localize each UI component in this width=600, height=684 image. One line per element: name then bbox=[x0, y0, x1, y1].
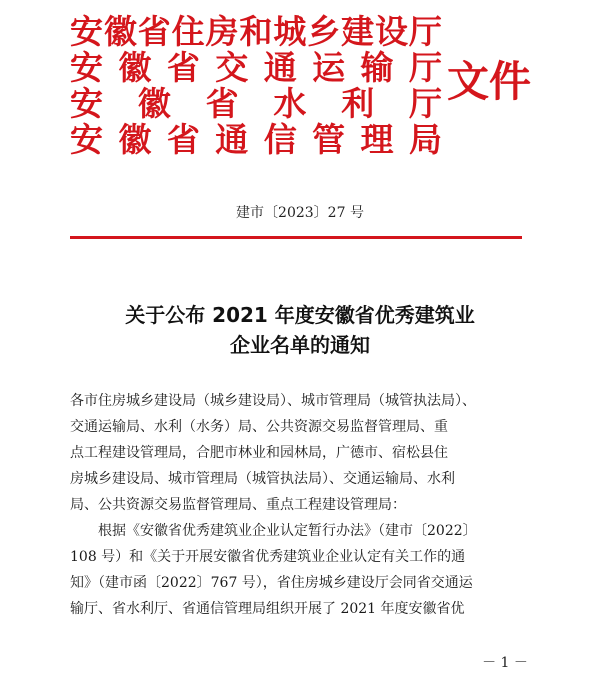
issuer-char: 徽 bbox=[103, 14, 137, 50]
issuer-char: 通 bbox=[263, 50, 297, 86]
issuer-char: 建 bbox=[341, 14, 375, 50]
issuer-char: 房 bbox=[205, 14, 239, 50]
document-label: 文件 bbox=[447, 57, 532, 106]
issuer-char: 徽 bbox=[137, 86, 171, 122]
issuer-char: 城 bbox=[273, 14, 307, 50]
issuer-char: 理 bbox=[360, 122, 394, 158]
issuer-char: 安 bbox=[70, 50, 103, 86]
issuer-char: 安 bbox=[70, 14, 103, 50]
body-line: 知》（建市函〔2022〕767 号），省住房城乡建设厅会同省交通运 bbox=[70, 575, 473, 591]
issuer-char: 安 bbox=[70, 86, 103, 122]
body-line: 交通运输局、水利（水务）局、公共资源交易监督管理局、重 bbox=[70, 419, 448, 435]
issuer-line-telecom bbox=[70, 122, 442, 158]
page-number: － 1 － bbox=[482, 655, 528, 671]
issuer-char: 利 bbox=[341, 86, 375, 122]
issuer-char: 住 bbox=[171, 14, 205, 50]
red-divider-line bbox=[70, 236, 522, 239]
body-line: 局、公共资源交易监督管理局、重点工程建设管理局： bbox=[70, 497, 406, 513]
body-line: 点工程建设管理局，合肥市林业和园林局，广德市、宿松县住 bbox=[70, 445, 448, 461]
issuer-char: 徽 bbox=[118, 122, 152, 158]
body-line: 房城乡建设局、城市管理局（城管执法局）、交通运输局、水利 bbox=[70, 471, 455, 487]
issuer-char: 乡 bbox=[307, 14, 341, 50]
issuer-block bbox=[70, 14, 442, 158]
issuer-char: 省 bbox=[166, 50, 200, 86]
notice-body bbox=[70, 388, 530, 622]
issuer-char: 运 bbox=[312, 50, 346, 86]
issuer-char: 通 bbox=[215, 122, 249, 158]
issuer-char: 信 bbox=[263, 122, 297, 158]
issuer-char: 管 bbox=[312, 122, 346, 158]
issuer-line-housing bbox=[70, 14, 442, 50]
body-line: 108 号）和《关于开展安徽省优秀建筑业企业认定有关工作的通 bbox=[70, 549, 466, 565]
issuer-char: 厅 bbox=[408, 50, 442, 86]
notice-title bbox=[0, 300, 600, 360]
body-line: 根据《安徽省优秀建筑业企业认定暂行办法》（建市〔2022〕 bbox=[98, 523, 477, 539]
issuer-char: 输 bbox=[360, 50, 394, 86]
issuer-line-transport bbox=[70, 50, 442, 86]
issuer-char: 省 bbox=[166, 122, 200, 158]
issuer-char: 安 bbox=[70, 122, 103, 158]
issuer-char: 局 bbox=[408, 122, 442, 158]
issuer-char: 和 bbox=[239, 14, 273, 50]
body-line: 输厅、省水利厅、省通信管理局组织开展了 2021 年度安徽省优 bbox=[70, 601, 465, 617]
issuer-char: 厅 bbox=[408, 86, 442, 122]
issuer-line-water bbox=[70, 86, 442, 122]
issuer-char: 省 bbox=[205, 86, 239, 122]
title-line-2: 企业名单的通知 bbox=[230, 333, 370, 357]
issuer-char: 厅 bbox=[408, 14, 442, 50]
title-line-1: 关于公布 2021 年度安徽省优秀建筑业 bbox=[125, 303, 475, 327]
issuer-char: 徽 bbox=[118, 50, 152, 86]
body-line: 各市住房城乡建设局（城乡建设局）、城市管理局（城管执法局）、 bbox=[70, 393, 476, 409]
issuer-char: 设 bbox=[375, 14, 409, 50]
issuer-char: 水 bbox=[273, 86, 307, 122]
issuer-char: 省 bbox=[137, 14, 171, 50]
issuer-char: 交 bbox=[215, 50, 249, 86]
document-number: 建市〔2023〕27 号 bbox=[236, 205, 364, 221]
